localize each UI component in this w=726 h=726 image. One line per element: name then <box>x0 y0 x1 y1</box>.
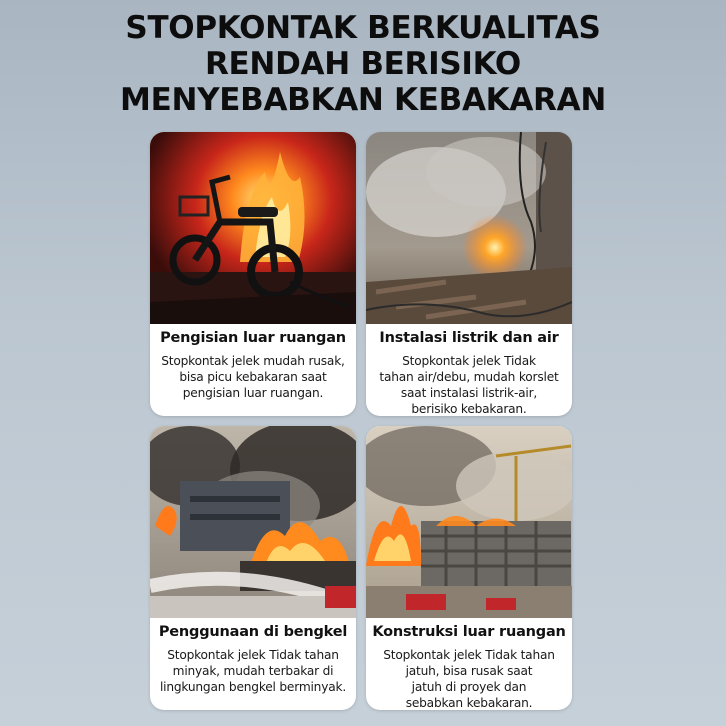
headline-line-3: MENYEBABKAN KEBAKARAN <box>120 82 606 118</box>
card-title: Pengisian luar ruangan <box>160 330 346 346</box>
headline-line-1: STOPKONTAK BERKUALITAS <box>125 10 601 46</box>
headline <box>0 10 726 118</box>
card-electric-water-installation <box>366 132 572 416</box>
card-workshop-use <box>150 426 356 710</box>
card-outdoor-construction <box>366 426 572 710</box>
card-title: Penggunaan di bengkel <box>158 624 348 640</box>
card-description: Stopkontak jelek Tidak tahan minyak, mudah terbakar di lingkungan bengkel berminyak. <box>159 648 347 694</box>
card-outdoor-charging <box>150 132 356 416</box>
photo-sparking-wiring <box>366 132 572 324</box>
card-title: Konstruksi luar ruangan <box>372 624 566 640</box>
card-title: Instalasi listrik dan air <box>379 330 559 346</box>
photo-construction-fire <box>366 426 572 618</box>
card-description: Stopkontak jelek mudah rusak, bisa picu kebakaran saat pengisian luar ruangan. <box>161 354 345 400</box>
photo-burning-scooter <box>150 132 356 324</box>
headline-line-2: RENDAH BERISIKO <box>204 46 521 82</box>
card-description: Stopkontak jelek Tidak tahan air/debu, mudah korslet saat instalasi listrik-air, berisiko kebakaran. <box>379 354 559 416</box>
card-description: Stopkontak jelek Tidak tahan jatuh, bisa rusak saat jatuh di proyek dan sebabkan kebakaran. <box>383 648 555 710</box>
photo-workshop-fire <box>150 426 356 618</box>
